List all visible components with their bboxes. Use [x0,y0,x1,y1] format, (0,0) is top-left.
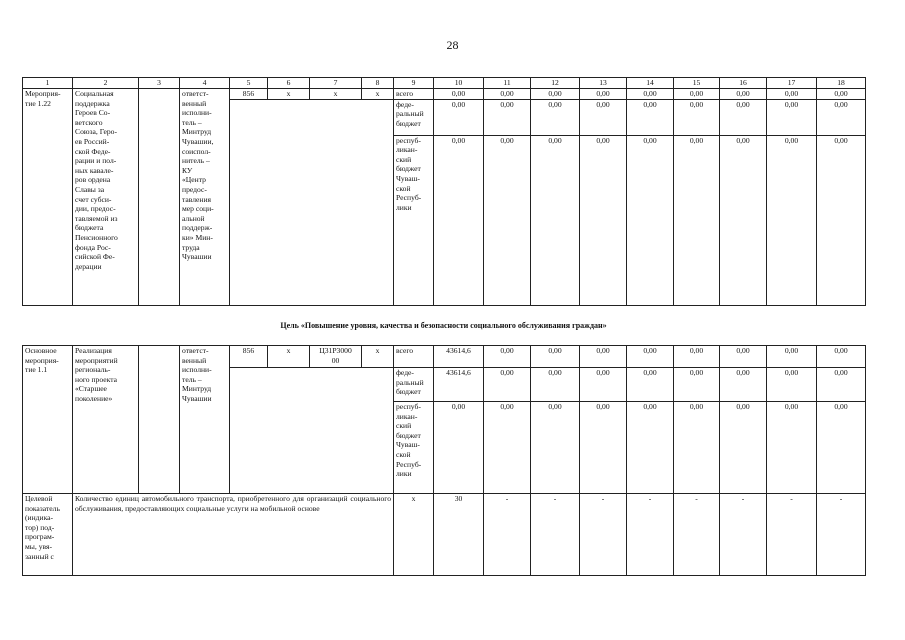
value-cell: 0,00 [531,368,580,402]
header-cell: 17 [767,78,817,89]
measure-name-cell: Реализация мероприятий региональ- ного проекта «Старшее поколение» [73,346,139,494]
header-cell: 10 [434,78,484,89]
value-cell: 0,00 [484,346,531,368]
header-cell: 3 [139,78,180,89]
value-cell: 0,00 [434,135,484,305]
value-cell: 0,00 [580,346,627,368]
value-cell: 0,00 [817,402,866,494]
value-cell: 0,00 [767,346,817,368]
value-cell: 0,00 [817,368,866,402]
value-cell: 0,00 [817,99,866,135]
header-cell: 7 [310,78,362,89]
value-cell: 0,00 [627,99,674,135]
executor-cell: ответст- венный исполни- тель – Минтруд Чувашии, соиспол- нитель – КУ «Центр предос- тавления мер соци- альной поддерж- ки» Мин- труда Чувашии [180,89,230,306]
header-cell: 9 [394,78,434,89]
header-cell: 16 [720,78,767,89]
value-cell: 0,00 [627,368,674,402]
measure-code-cell: Основное мероприя- тие 1.1 [23,346,73,494]
value-cell: 0,00 [767,402,817,494]
measure-code-cell: Мероприя- тие 1.22 [23,89,73,306]
value-cell: 0,00 [434,89,484,100]
value-cell: 0,00 [531,402,580,494]
value-cell: 0,00 [531,89,580,100]
expense-type-cell: x [362,89,394,100]
value-cell: 0,00 [817,346,866,368]
program-table-part-2 [22,345,866,576]
value-cell: 0,00 [484,99,531,135]
empty-code-cell [230,368,394,494]
goal-title: Цель «Повышение уровня, качества и безопасности социального обслуживания граждан» [280,321,607,330]
indicator-value-cell: - [674,494,720,576]
value-cell: 0,00 [767,135,817,305]
value-cell: 0,00 [720,368,767,402]
value-cell: 0,00 [434,402,484,494]
header-cell: 8 [362,78,394,89]
value-cell: 0,00 [674,99,720,135]
value-cell: 0,00 [674,368,720,402]
value-cell: 0,00 [531,346,580,368]
grbs-code-cell: 856 [230,89,268,100]
header-cell: 14 [627,78,674,89]
value-cell: 0,00 [580,99,627,135]
header-cell: 11 [484,78,531,89]
header-cell: 1 [23,78,73,89]
header-cell: 4 [180,78,230,89]
program-table-part-1 [22,77,866,306]
indicator-value-cell: - [720,494,767,576]
value-cell: 0,00 [580,135,627,305]
value-cell: 0,00 [434,99,484,135]
value-cell: 0,00 [627,89,674,100]
value-cell: 0,00 [484,368,531,402]
section-code-cell: x [268,346,310,368]
indicator-value-cell: - [627,494,674,576]
value-cell: 0,00 [484,402,531,494]
empty-cell [139,346,180,494]
value-cell: 0,00 [674,135,720,305]
value-cell: 0,00 [580,402,627,494]
header-cell: 15 [674,78,720,89]
value-cell: 0,00 [767,89,817,100]
value-cell: 0,00 [720,135,767,305]
header-cell: 5 [230,78,268,89]
executor-cell: ответст- венный исполни- тель – Минтруд Чувашии [180,346,230,494]
measure-name-cell: Социальная поддержка Героев Со- ветского Союза, Геро- ев Россий- ской Феде- рации и пол- ных кавале- ров ордена Славы за счет субси- дии, предос- тавляемой из бюджета Пенсионного фонда Рос- сийской Фе- дерации [73,89,139,306]
expense-type-cell: x [362,346,394,368]
value-cell: 0,00 [531,135,580,305]
value-cell: 0,00 [720,99,767,135]
section-code-cell: x [268,89,310,100]
value-cell: 0,00 [627,135,674,305]
value-cell: 0,00 [531,99,580,135]
header-cell: 12 [531,78,580,89]
empty-cell [139,89,180,306]
table-row [23,89,866,100]
value-cell: 0,00 [767,368,817,402]
value-cell: 0,00 [674,402,720,494]
page-number: 28 [446,38,459,52]
funding-source-cell: респуб- ликан- ский бюджет Чуваш- ской Респуб- лики [394,402,434,494]
indicator-value-cell: - [580,494,627,576]
empty-code-cell [230,99,394,305]
table-row [23,346,866,368]
value-cell: 0,00 [817,89,866,100]
funding-source-cell: феде- ральный бюджет [394,99,434,135]
value-cell: 0,00 [720,346,767,368]
grbs-code-cell: 856 [230,346,268,368]
value-cell: 0,00 [767,99,817,135]
indicator-description-cell: Количество единиц автомобильного транспорта, приобретенного для организаций социального обслуживания, предоставляющих социальные услуги на мобильной основе [73,494,394,576]
indicator-row [23,494,866,576]
funding-source-cell: всего [394,89,434,100]
header-cell: 18 [817,78,866,89]
value-cell: 0,00 [484,89,531,100]
value-cell: 43614,6 [434,368,484,402]
value-cell: 0,00 [720,89,767,100]
indicator-source-cell: x [394,494,434,576]
funding-source-cell: феде- ральный бюджет [394,368,434,402]
indicator-value-cell: - [484,494,531,576]
header-cell: 2 [73,78,139,89]
value-cell: 0,00 [627,346,674,368]
indicator-value-cell: - [531,494,580,576]
header-cell: 13 [580,78,627,89]
value-cell: 43614,6 [434,346,484,368]
indicator-value-cell: - [767,494,817,576]
indicator-label-cell: Целевой показатель (индика- тор) под- програм- мы, увя- занный с [23,494,73,576]
header-cell: 6 [268,78,310,89]
target-article-cell: x [310,89,362,100]
value-cell: 0,00 [580,89,627,100]
value-cell: 0,00 [627,402,674,494]
indicator-value-cell: - [817,494,866,576]
funding-source-cell: всего [394,346,434,368]
target-article-cell: Ц31Р3000 00 [310,346,362,368]
funding-source-cell: респуб- ликан- ский бюджет Чуваш- ской Респуб- лики [394,135,434,305]
value-cell: 0,00 [580,368,627,402]
value-cell: 0,00 [674,346,720,368]
indicator-value-cell: 30 [434,494,484,576]
value-cell: 0,00 [817,135,866,305]
value-cell: 0,00 [484,135,531,305]
value-cell: 0,00 [720,402,767,494]
value-cell: 0,00 [674,89,720,100]
column-number-header-row [23,78,866,89]
